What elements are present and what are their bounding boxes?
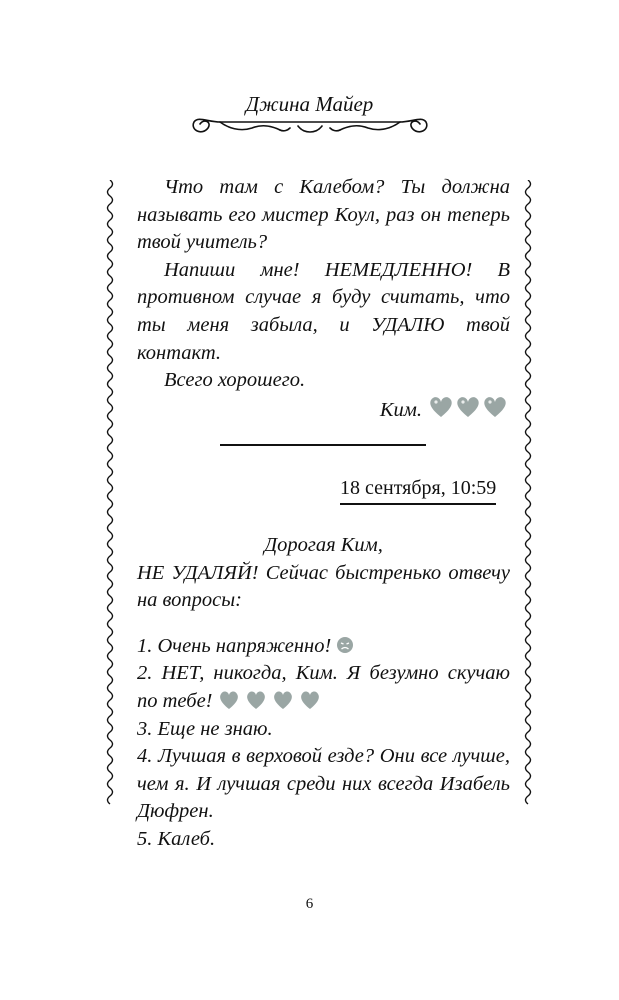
list-item: 5. Калеб.: [137, 827, 216, 850]
running-header-author: Джина Майер: [245, 92, 374, 116]
letter1-paragraph-2: Напиши мне! НЕМЕДЛЕННО! В противном случае я буду считать, что ты меня забыла, и УДАЛЮ твой контакт.: [137, 258, 510, 364]
left-wavy-border: [104, 180, 116, 860]
letter2-greeting: Дорогая Ким,: [264, 534, 383, 556]
letter1-paragraph-1: Что там с Калебом? Ты должна называть его мистер Коул, раз он теперь твой учитель?: [137, 176, 510, 254]
letter1-paragraph-3: Всего хорошего.: [164, 369, 306, 392]
answers-list: [137, 633, 510, 854]
letter1-signature-line: [137, 395, 510, 428]
right-wavy-border: [522, 180, 534, 860]
page-number: 6: [305, 896, 314, 912]
sad-face-emoji-icon: [336, 636, 354, 654]
list-item: 1. Очень напряженно!: [137, 633, 510, 661]
list-item: 3. Еще не знаю.: [137, 717, 273, 740]
flourish-ornament-icon: [180, 108, 440, 142]
gray-heart-emoji-icon: [218, 689, 322, 711]
letter2-paragraph-1: НЕ УДАЛЯЙ! Сейчас быстренько отвечу на вопросы:: [137, 561, 510, 612]
section-divider: [220, 444, 426, 446]
list-item: 2. НЕТ, никогда, Ким. Я безумно скучаю по тебе!: [137, 662, 510, 712]
letter-to-kim: [137, 532, 510, 854]
letter-from-kim: [137, 174, 510, 427]
gray-heart-emoji-icon: [428, 395, 510, 419]
letter1-signature: Ким.: [379, 398, 422, 421]
list-item: 4. Лучшая в верховой езде? Они все лучше, чем я. И лучшая среди них всегда Изабель Дюфрен.: [137, 745, 510, 823]
three-gray-hearts: [428, 395, 510, 428]
message-timestamp: 18 сентября, 10:59: [340, 477, 496, 505]
